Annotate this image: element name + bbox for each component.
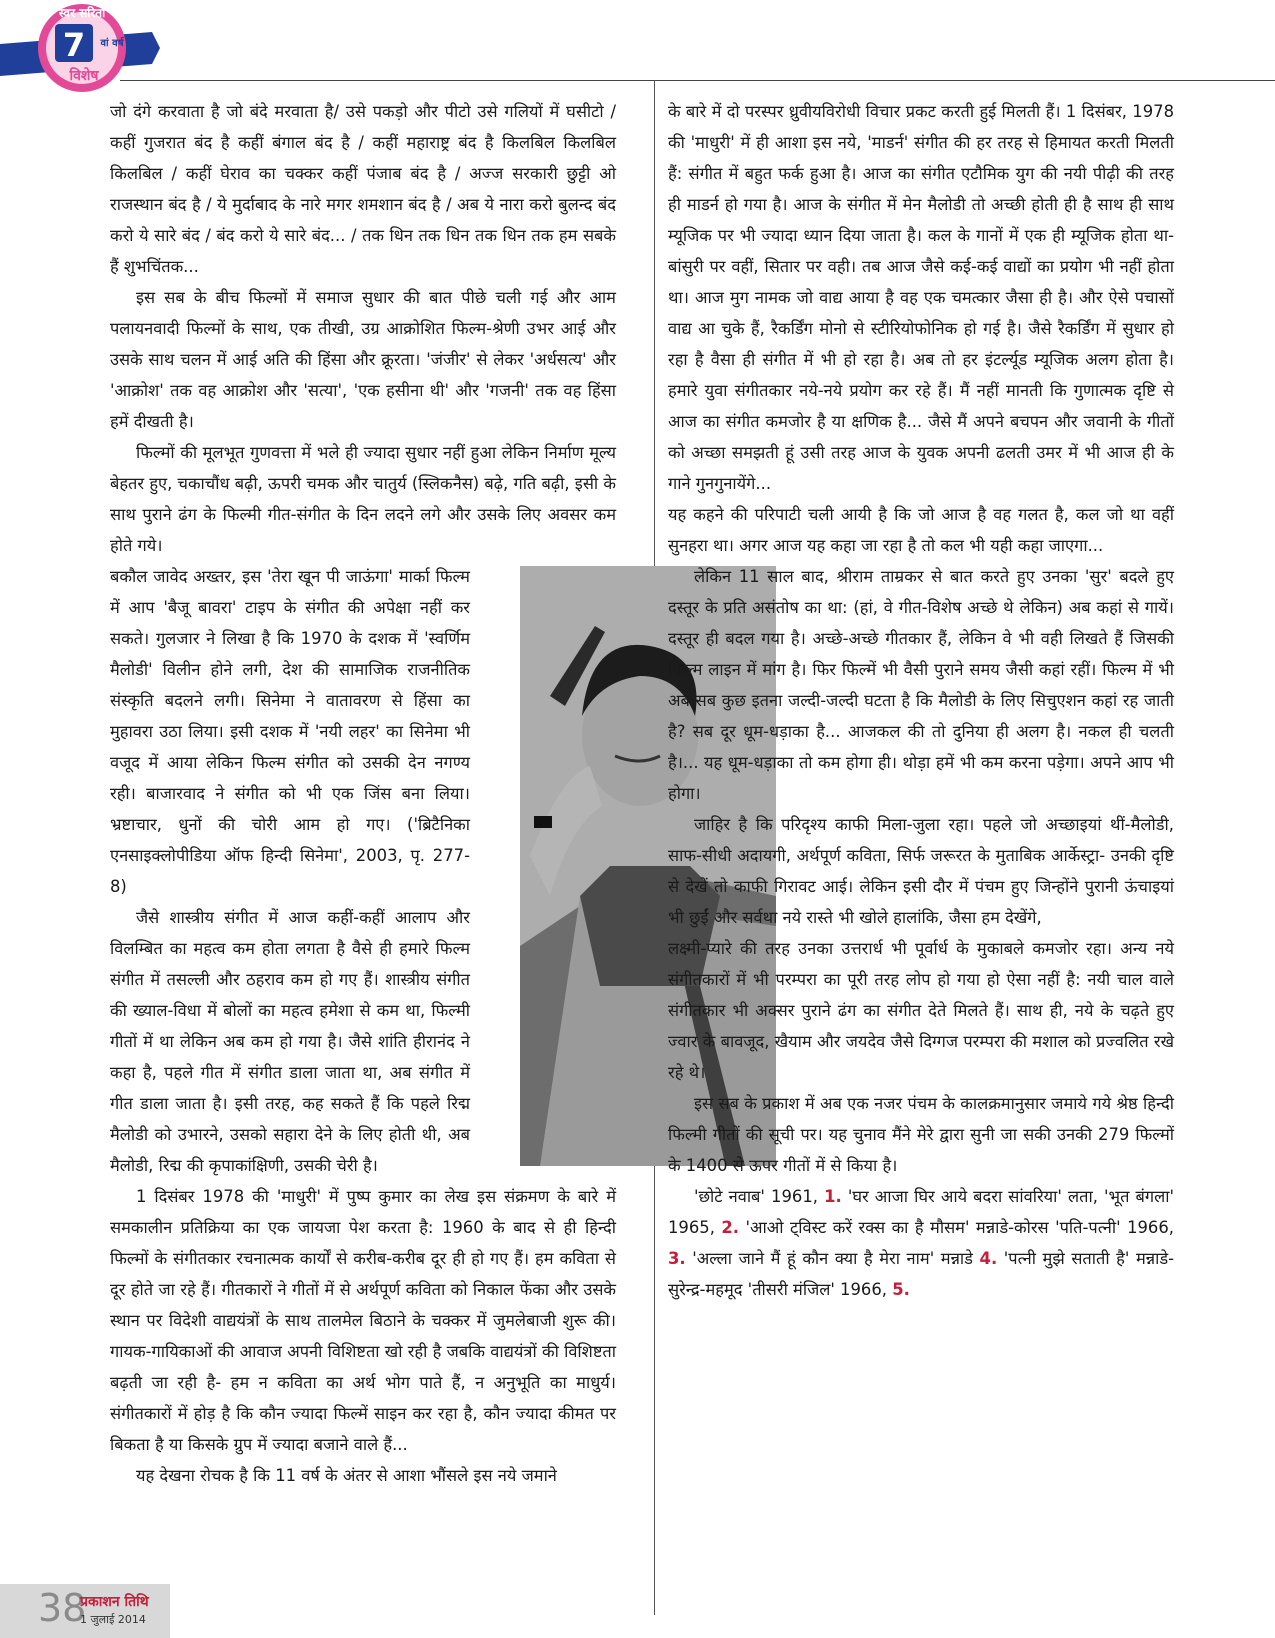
song-number-4: 4. <box>979 1249 998 1268</box>
publication-date: 1 जुलाई 2014 <box>80 1613 146 1626</box>
header-rule <box>120 80 1275 81</box>
publication-label: प्रकाशन तिथि <box>80 1594 149 1610</box>
song-list-text-3: 'अल्ला जाने मैं हूं कौन क्या है मेरा नाम' मन्नाडे <box>692 1249 973 1268</box>
anniversary-badge-icon <box>0 0 170 110</box>
song-number-3: 3. <box>668 1249 686 1268</box>
song-list-text-1: 'घर आजा घिर आये बदरा सांवरिया' लता, 'भूत बंगला' 1965, <box>668 1187 1174 1237</box>
song-list-text-4: 'पत्नी मुझे सताती है' मन्नाडे-सुरेन्द्र-महमूद 'तीसरी मंजिल' 1966, <box>668 1249 1175 1299</box>
badge-bottom-text: विशेष <box>69 68 99 84</box>
song-list <box>668 1181 1174 1305</box>
right-para-1: के बारे में दो परस्पर ध्रुवीयविरोधी विचार प्रकट करती हुई मिलती हैं। 1 दिसंबर, 1978 की 'माधुरी' में ही आशा इस नये, 'माडर्न' संगीत की हर तरह से हिमायत करती मिलती हैं: संगीत में बहुत फर्क हुआ है। आज का संगीत एटौमिक युग की नयी पीढ़ी की तरह ही माडर्न हो गया है। आज के संगीत में मेन मैलोडी तो अच्छी होती ही है साथ ही साथ म्यूजिक पर भी ज्यादा ध्यान दिया जाता है। कल के गानों में एक ही म्यूजिक होता था-बांसुरी पर वहीं, सितार पर वही। तब आज जैसे कई-कई वाद्यों का प्रयोग भी नहीं होता था। आज मुग नामक जो वाद्य आया है वह एक चमत्कार जैसा ही है। और ऐसे पचासों वाद्य आ चुके हैं, रैकर्डिंग मोनो से स्टीरियोफोनिक हो गई है। जैसे रैकर्डिंग में सुधार हो रहा है वैसा ही संगीत में भी हो रहा है। अब तो हर इंटर्ल्यूड म्यूजिक अलग होता है। हमारे युवा संगीतकार नये-नये प्रयोग कर रहे हैं। मैं नहीं मानती कि गुणात्मक दृष्टि से आज का संगीत कमजोर है या क्षणिक है... जैसे मैं अपने बचपन और जवानी के गीतों को अच्छा समझती हूं उसी तरह आज के युवक अपनी ढलती उमर में भी आज ही के गाने गुनगुनायेंगे... <box>668 102 1174 493</box>
right-para-4b: लक्ष्मी-प्यारे की तरह उनका उत्तरार्ध भी पूर्वार्ध के मुकाबले कमजोर रहा। अन्य नये संगीतकारों में भी परम्परा का पूरी तरह लोप हो गया हो ऐसा नहीं है: नयी चाल वाले संगीतकार भी अक्सर पुराने ढंग का संगीत देते मिलते हैं। साथ ही, नये के चढ़ते हुए ज्वार के बावजूद, खैयाम और जयदेव जैसे दिग्गज परम्परा की मशाल को प्रज्वलित रखे रहे थे। <box>668 939 1174 1082</box>
left-para-4: बकौल जावेद अख्तर, इस 'तेरा खून पी जाऊंगा' मार्का फिल्म में आप 'बैजू बावरा' टाइप के संगीत की अपेक्षा नहीं कर सकते। गुलजार ने लिखा है कि 1970 के दशक में 'स्वर्णिम मैलोडी' विलीन होने लगी, देश की सामाजिक राजनीतिक संस्कृति बदलने लगी। सिनेमा ने वातावरण से हिंसा का मुहावरा उठा लिया। इसी दशक में 'नयी लहर' का सिनेमा भी वजूद में आया लेकिन फिल्म संगीत को उसकी देन नगण्य रही। बाजारवाद ने संगीत को भी एक जिंस बना लिया। भ्रष्टाचार, धुनों की चोरी आम हो गए। ('ब्रिटैनिका एनसाइक्लोपीडिया ऑफ हिन्दी सिनेमा', 2003, पृ. 277-8) <box>110 567 470 896</box>
song-number-2: 2. <box>721 1218 740 1237</box>
song-list-text-2: 'आओ ट्विस्ट करें रक्स का है मौसम' मन्नाडे-कोरस 'पति-पत्नी' 1966, <box>745 1218 1174 1237</box>
badge-number: 7 <box>62 26 86 64</box>
left-para-2: इस सब के बीच फिल्मों में समाज सुधार की बात पीछे चली गई और आम पलायनवादी फिल्मों के साथ, एक तीखी, उग्र आक्रोशित फिल्म-श्रेणी उभर आई और उसके साथ चलन में आई अति की हिंसा और क्रूरता। 'जंजीर' से लेकर 'अर्धसत्य' और 'आक्रोश' तक वह आक्रोश और 'सत्या', 'एक हसीना थी' और 'गजनी' तक वह हिंसा हमें दीखती है। <box>110 288 616 431</box>
song-number-1: 1. <box>824 1187 842 1206</box>
right-para-4a: जाहिर है कि परिदृश्य काफी मिला-जुला रहा। पहले जो अच्छाइयां थीं-मैलोडी, साफ-सीधी अदायगी, अर्थपूर्ण कविता, सिर्फ जरूरत के मुताबिक आर्केस्ट्रा- उनकी दृष्टि से देखें तो काफी गिरावट आई। लेकिन इसी दौर में पंचम हुए जिन्होंने पुरानी ऊंचाइयां भी छुईं और सर्वथा नये रास्ते भी खोले हालांकि, जैसा हम देखेंगे, <box>668 815 1174 927</box>
right-para-5: इस सब के प्रकाश में अब एक नजर पंचम के कालक्रमानुसार जमाये गये श्रेष्ठ हिन्दी फिल्मी गीतों की सूची पर। यह चुनाव मैंने मेरे द्वारा सुनी जा सकी उनकी 279 फिल्मों के 1400 से ऊपर गीतों में से किया है। <box>668 1094 1174 1175</box>
song-number-5: 5. <box>892 1280 910 1299</box>
song-list-text-0: 'छोटे नवाब' 1961, <box>694 1187 818 1206</box>
right-column <box>668 96 1174 1305</box>
right-para-3: लेकिन 11 साल बाद, श्रीराम ताम्रकर से बात करते हुए उनका 'सुर' बदले हुए दस्तूर के प्रति असंतोष का था: (हां, वे गीत-विशेष अच्छे थे लेकिन) अब कहां से गायें। दस्तूर ही बदल गया है। अच्छे-अच्छे गीतकार हैं, लेकिन वे भी वही लिखते हैं जिसकी फिल्म लाइन में मांग है। फिर फिल्में भी वैसी पुराने समय जैसी कहां रहीं। फिल्म में भी अब सब कुछ इतना जल्दी-जल्दी घटता है कि मैलोडी के लिए सिचुएशन कहां रह जाती है? सब दूर धूम-धड़ाका है... आजकल की तो दुनिया ही अलग है। नकल ही चलती है।... यह धूम-धड़ाका तो कम होगा ही। थोड़ा हमें भी कम करना पड़ेगा। अपने आप भी होगा। <box>668 567 1174 803</box>
page-number: 38 <box>38 1586 87 1630</box>
right-para-2: यह कहने की परिपाटी चली आयी है कि जो आज है वह गलत है, कल जो था वहीं सुनहरा था। अगर आज यह कहा जा रहा है तो कल भी यही कहा जाएगा... <box>668 505 1174 555</box>
left-para-1: जो दंगे करवाता है जो बंदे मरवाता है/ उसे पकड़ो और पीटो उसे गलियों में घसीटो / कहीं गुजरात बंद है कहीं बंगाल बंद है / कहीं महाराष्ट्र बंद है किलबिल किलबिल किलबिल / कहीं घेराव का चक्कर कहीं पंजाब बंद है / अज्ज सरकारी छुट्टी ओ राजस्थान बंद है / ये मुर्दाबाद के नारे मगर शमशान बंद है / अब ये नारा करो बुलन्द बंद करो ये सारे बंद / बंद करो ये सारे बंद... / तक धिन तक धिन तक धिन तक हम सबके हैं शुभचिंतक... <box>110 102 616 276</box>
left-para-6: 1 दिसंबर 1978 की 'माधुरी' में पुष्प कुमार का लेख इस संक्रमण के बारे में समकालीन प्रतिक्रिया का एक जायजा पेश करता है: 1960 के बाद से ही हिन्दी फिल्मों के संगीतकार रचनात्मक कार्यों से करीब-करीब दूर ही हो गए हैं। हम कविता से दूर होते जा रहे हैं। गीतकारों ने गीतों में से अर्थपूर्ण कविता को निकाल फेंका और उसके स्थान पर विदेशी वाद्ययंत्रों के साथ तालमेल बिठाने के चक्कर में जुमलेबाजी शुरू की। गायक-गायिकाओं की आवाज अपनी विशिष्टता खो रही है जबकि वाद्ययंत्रों की विशिष्टता बढ़ती जा रही है- हम न कविता का अर्थ भोग पाते हैं, न अनुभूति का माधुर्य। संगीतकारों में होड़ है कि कौन ज्यादा फिल्में साइन कर रहा है, कौन ज्यादा कीमत पर बिकता है या किसके ग्रुप में ज्यादा बजाने वाले हैं... <box>110 1187 616 1454</box>
badge-top-text: स्वर सरिता <box>58 6 106 20</box>
left-para-3: फिल्मों की मूलभूत गुणवत्ता में भले ही ज्यादा सुधार नहीं हुआ लेकिन निर्माण मूल्य बेहतर हुए, चकाचौंध बढ़ी, ऊपरी चमक और चातुर्य (स्लिकनैस) बढ़े, गति बढ़ी, इसी के साथ पुराने ढंग के फिल्मी गीत-संगीत के दिन लदने लगे और उसके लिए अवसर कम होते गये। <box>110 443 616 555</box>
left-para-5: जैसे शास्त्रीय संगीत में आज कहीं-कहीं आलाप और विलम्बित का महत्व कम होता लगता है वैसे ही हमारे फिल्म संगीत में तसल्ली और ठहराव कम हो गए हैं। शास्त्रीय संगीत की ख्याल-विधा में बोलों का महत्व हमेशा से कम था, फिल्मी गीतों में था लेकिन अब कम हो गया है। जैसे शांति हीरानंद ने कहा है, पहले गीत में संगीत डाला जाता था, अब संगीत में गीत डाला जाता है। इसी तरह, कह सकते हैं कि पहले रिद्म मैलोडी को उभारने, उसको सहारा देने के लिए होती थी, अब मैलोडी, रिद्म की कृपाकांक्षिणी, उसकी चेरी है। <box>110 908 470 1175</box>
left-para-7: यह देखना रोचक है कि 11 वर्ष के अंतर से आशा भौंसले इस नये जमाने <box>136 1466 557 1485</box>
badge-number-suffix: वां वर्ष <box>100 38 124 49</box>
